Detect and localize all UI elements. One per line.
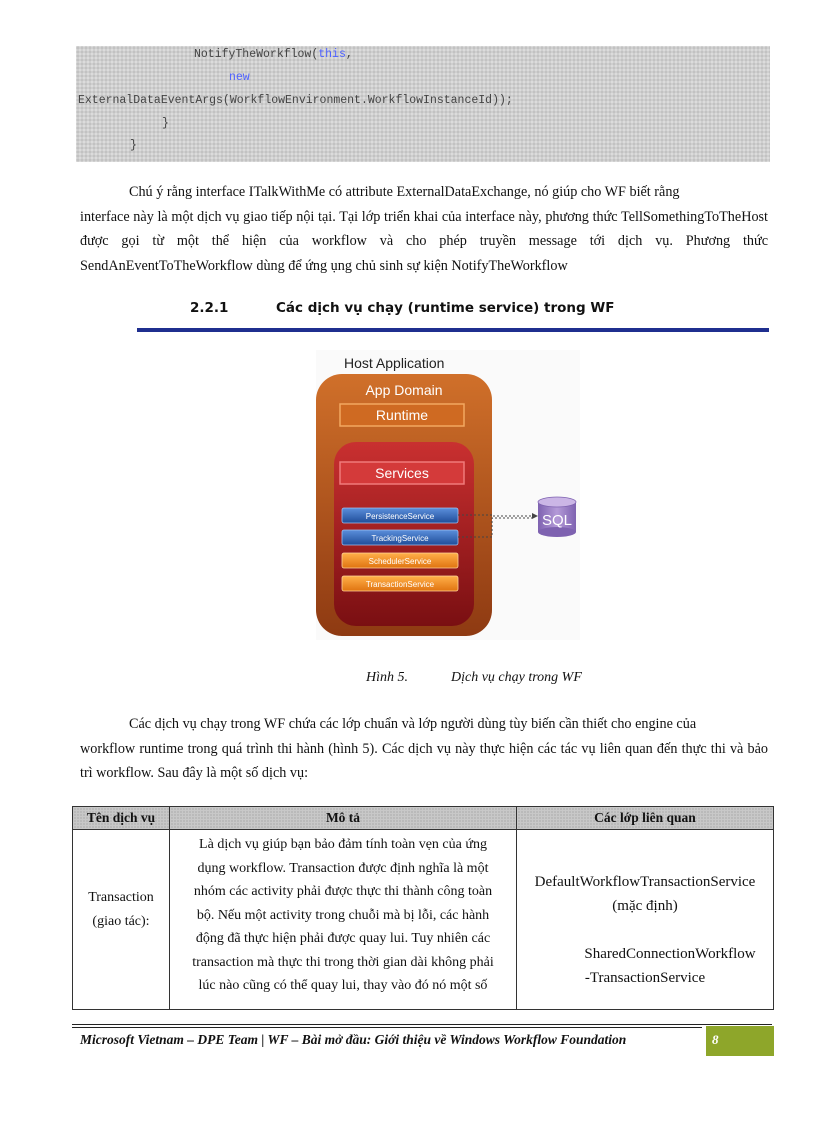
paragraph-intro: [80, 180, 768, 278]
code-text: ,: [345, 48, 353, 61]
runtime-label: Runtime: [375, 407, 429, 423]
description-line: transaction mà thực thi trong thời gian dài không phải: [192, 954, 494, 970]
code-line-3: ExternalDataEventArgs(WorkflowEnvironment.WorkflowInstanceId));: [78, 94, 513, 107]
cell-service-name: [73, 830, 170, 1010]
code-line-1: [194, 48, 353, 61]
code-line-2: new: [229, 71, 250, 84]
footer-text: Microsoft Vietnam – DPE Team | WF – Bài mở đầu: Giới thiệu về Windows Workflow Foundation: [80, 1032, 627, 1047]
tracking-service-label: TrackingService: [371, 534, 429, 543]
description-line: động đã thực hiện phải được quay lui. Tuy nhiên các: [195, 931, 491, 946]
description-line: nhóm các activity phải được thực thi thành công toàn: [193, 884, 493, 899]
code-keyword: this: [318, 48, 346, 61]
description-line: bộ. Nếu một activity trong chuỗi mà bị lỗi, các hành: [196, 907, 490, 923]
code-line-5: }: [130, 139, 137, 152]
page-number: 8: [712, 1032, 719, 1047]
paragraph-text: workflow runtime trong quá trình thi hành (hình 5). Các dịch vụ này thực hiện các tác vụ liên quan đến thực thi và bảo trì workflow. Sau đây là một số dịch vụ:: [80, 740, 768, 781]
paragraph-line: Chú ý rằng interface ITalkWithMe có attribute ExternalDataExchange, nó giúp cho WF biết rằng: [129, 184, 680, 200]
header-service-name: Tên dịch vụ: [73, 807, 170, 830]
services-label: Services: [375, 465, 429, 481]
code-block: [76, 46, 770, 162]
services-table: [72, 806, 774, 1010]
table-row: [73, 830, 774, 1010]
description-line: dụng workflow. Transaction được định nghĩa là một: [197, 860, 489, 876]
figure-caption-label: Hình 5.: [366, 670, 408, 685]
service-name-line: Transaction: [88, 890, 154, 905]
paragraph-services: [80, 712, 768, 786]
paragraph-text: interface này là một dịch vụ giao tiếp nội tại. Tại lớp triển khai của interface này, phương thức TellSomethingToTheHost được gọi từ một thể hiện của workflow và cho phép truyền message tới dịch vụ. Phương thức SendAnEventToTheWorkflow dùng để ứng ụng chủ sinh sự kiện NotifyTheWorkflow: [80, 208, 768, 274]
host-application-label: Host Application: [344, 355, 445, 371]
service-name-line: (giao tác):: [92, 914, 150, 929]
scheduler-service-label: SchedulerService: [368, 557, 432, 566]
figure-caption-text: Dịch vụ chạy trong WF: [451, 670, 582, 685]
cell-description: [170, 830, 517, 1010]
footer-rule-secondary: [72, 1027, 702, 1028]
description-line: lúc nào cũng có thể quay lui, thay vào đó nó một số: [198, 978, 488, 993]
code-text: NotifyTheWorkflow(: [194, 48, 319, 61]
database-icon: [538, 497, 576, 507]
heading-rule: [137, 328, 769, 332]
header-description: Mô tả: [170, 807, 517, 830]
cell-related-classes: [517, 830, 774, 1010]
sql-label: SQL: [541, 512, 573, 529]
description-line: Là dịch vụ giúp bạn bảo đảm tính toàn vẹn của ứng: [199, 837, 487, 852]
transaction-service-label: TransactionService: [365, 580, 435, 589]
header-related-classes: Các lớp liên quan: [517, 807, 774, 830]
class-name: -TransactionService: [584, 970, 706, 986]
class-name: SharedConnectionWorkflow: [584, 946, 756, 962]
app-domain-label: App Domain: [365, 382, 443, 398]
paragraph-line: Các dịch vụ chạy trong WF chứa các lớp chuẩn và lớp người dùng tùy biến cần thiết cho engine của: [129, 716, 697, 732]
section-number: 2.2.1: [190, 300, 229, 316]
arrowhead-icon: [532, 513, 538, 519]
table-header-row: [73, 807, 774, 830]
class-name: DefaultWorkflowTransactionService: [534, 874, 756, 890]
class-name-note: (mặc định): [612, 898, 678, 914]
runtime-services-figure: [316, 350, 580, 640]
section-title: Các dịch vụ chạy (runtime service) trong WF: [276, 300, 615, 316]
code-line-4: }: [162, 117, 169, 130]
footer-rule: [72, 1024, 772, 1025]
diagram-svg: [316, 350, 580, 640]
persistence-service-label: PersistenceService: [365, 512, 435, 521]
